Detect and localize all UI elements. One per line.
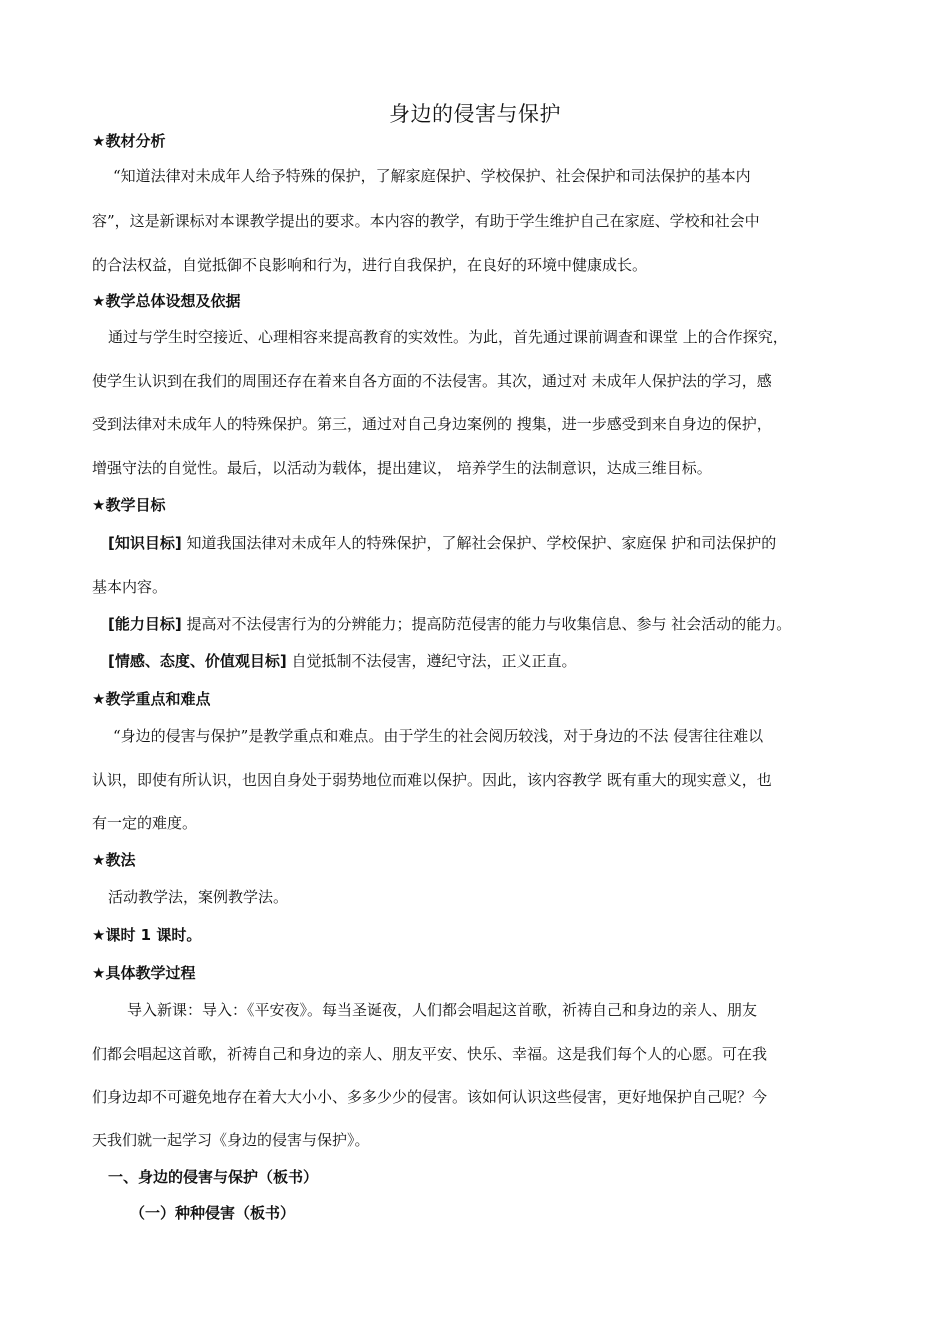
goal-ability-label: [能力目标] bbox=[108, 615, 182, 633]
subheading-level-1: 一、身边的侵害与保护（板书） bbox=[108, 1168, 319, 1186]
paragraph-line: 们身边却不可避免地存在着大大小小、多多少少的侵害。该如何认识这些侵害，更好地保护自己呢？今 bbox=[92, 1088, 768, 1106]
paragraph-line: “知道法律对未成年人给予特殊的保护，了解家庭保护、学校保护、社会保护和司法保护的基本内 bbox=[113, 167, 751, 185]
heading-class-period: ★课时 1 课时。 bbox=[92, 926, 202, 944]
heading-teaching-design: ★教学总体设想及依据 bbox=[92, 292, 241, 310]
paragraph-line: “身边的侵害与保护”是教学重点和难点。由于学生的社会阅历较浅，对于身边的不法 侵害往往难以 bbox=[113, 727, 764, 745]
document-title: 身边的侵害与保护 bbox=[389, 102, 561, 126]
paragraph-line: 容”，这是新课标对本课教学提出的要求。本内容的教学，有助于学生维护自己在家庭、学校和社会中 bbox=[92, 212, 760, 230]
paragraph-line: 受到法律对未成年人的特殊保护。第三，通过对自己身边案例的 搜集，进一步感受到来自身边的保护， bbox=[92, 415, 772, 433]
goal-knowledge-text: 知道我国法律对未成年人的特殊保护，了解社会保护、学校保护、家庭保 护和司法保护的 bbox=[181, 534, 777, 552]
goal-emotion-label: [情感、态度、价值观目标] bbox=[108, 652, 287, 670]
paragraph-line: 导入新课：导入：《平安夜》。每当圣诞夜，人们都会唱起这首歌，祈祷自己和身边的亲人、朋友 bbox=[127, 1001, 758, 1019]
paragraph-line: 有一定的难度。 bbox=[92, 814, 198, 832]
heading-key-points: ★教学重点和难点 bbox=[92, 690, 211, 708]
heading-teaching-method: ★教法 bbox=[92, 851, 136, 869]
goal-ability bbox=[108, 613, 791, 634]
goal-ability-text: 提高对不法侵害行为的分辨能力；提高防范侵害的能力与收集信息、参与 社会活动的能力。 bbox=[181, 615, 792, 633]
paragraph-line: 认识，即使有所认识，也因自身处于弱势地位而难以保护。因此，该内容教学 既有重大的现实意义，也 bbox=[92, 771, 772, 789]
goal-knowledge-label: [知识目标] bbox=[108, 534, 182, 552]
paragraph-line: 天我们就一起学习《身边的侵害与保护》。 bbox=[92, 1131, 370, 1149]
goal-emotion-text: 自觉抵制不法侵害，遵纪守法，正义正直。 bbox=[286, 652, 577, 670]
paragraph-line: 的合法权益，自觉抵御不良影响和行为，进行自我保护，在良好的环境中健康成长。 bbox=[92, 256, 648, 274]
subheading-level-2: （一）种种侵害（板书） bbox=[130, 1204, 296, 1222]
paragraph-line: 们都会唱起这首歌，祈祷自己和身边的亲人、朋友平安、快乐、幸福。这是我们每个人的心愿。可在我 bbox=[92, 1045, 768, 1063]
paragraph-line: 增强守法的自觉性。最后，以活动为载体，提出建议， 培养学生的法制意识，达成三维目标。 bbox=[92, 459, 712, 477]
heading-teaching-process: ★具体教学过程 bbox=[92, 964, 196, 982]
heading-textbook-analysis: ★教材分析 bbox=[92, 132, 166, 150]
goal-knowledge bbox=[108, 532, 776, 553]
heading-teaching-goals: ★教学目标 bbox=[92, 496, 166, 514]
paragraph-line: 通过与学生时空接近、心理相容来提高教育的实效性。为此，首先通过课前调查和课堂 上的合作探究， bbox=[108, 328, 788, 346]
goal-knowledge-continued: 基本内容。 bbox=[92, 578, 168, 596]
paragraph-line: 使学生认识到在我们的周围还存在着来自各方面的不法侵害。其次，通过对 未成年人保护法的学习，感 bbox=[92, 372, 772, 390]
goal-emotion bbox=[108, 650, 577, 671]
paragraph-line: 活动教学法，案例教学法。 bbox=[108, 888, 289, 906]
